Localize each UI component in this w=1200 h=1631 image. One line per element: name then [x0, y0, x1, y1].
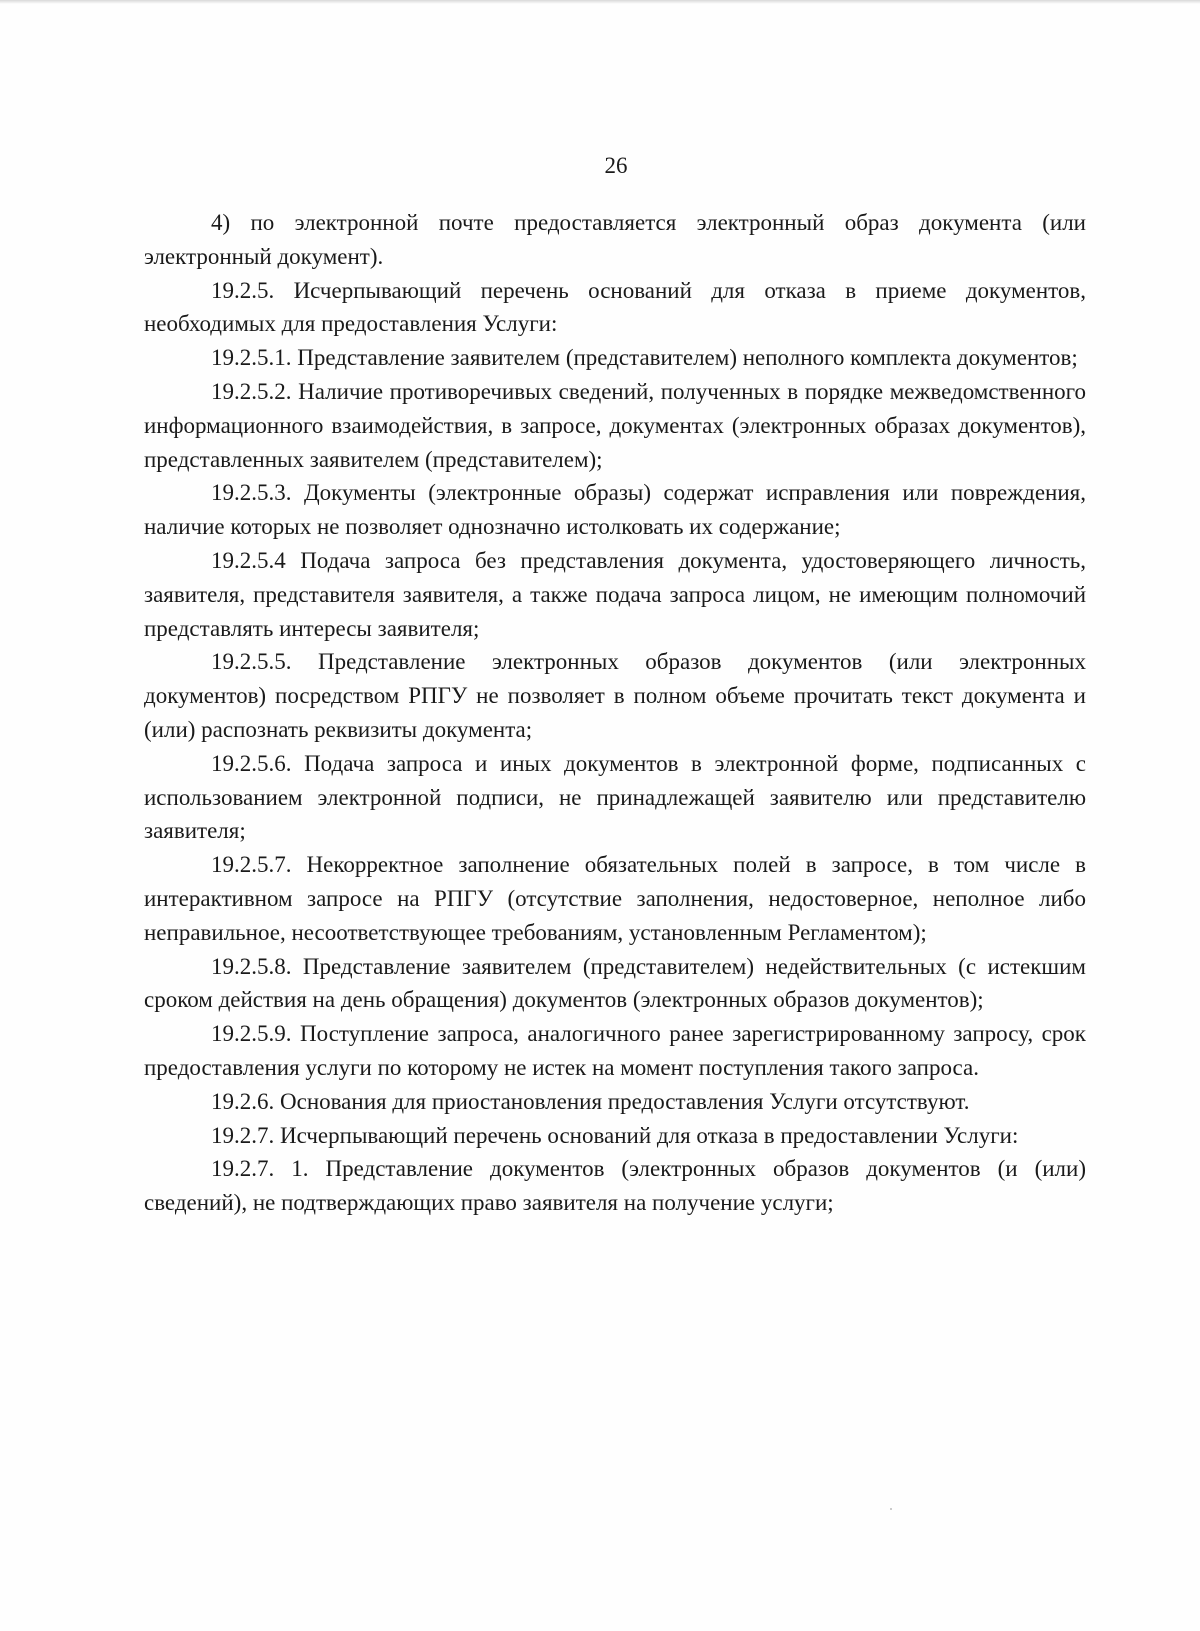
paragraph-19-2-7-1: 19.2.7. 1. Представление документов (электронных образов документов (и (или) сведений), не подтверждающих право заявителя на получение услуги;	[144, 1156, 1086, 1216]
paragraph-19-2-5-5: 19.2.5.5. Представление электронных образов документов (или электронных документов) посредством РПГУ не позволяет в полном объеме прочитать текст документа и (или) распознать реквизиты документа;	[144, 649, 1086, 742]
paragraph-19-2-5-8: 19.2.5.8. Представление заявителем (представителем) недействительных (с истекшим сроком действия на день обращения) документов (электронных образов документов);	[144, 953, 1086, 1013]
paragraph-19-2-5-6: 19.2.5.6. Подача запроса и иных документов в электронной форме, подписанных с использованием электронной подписи, не принадлежащей заявителю или представителю заявителя;	[144, 750, 1086, 844]
paragraph-19-2-5-9: 19.2.5.9. Поступление запроса, аналогичного ранее зарегистрированному запросу, срок предоставления услуги по которому не истек на момент поступления такого запроса.	[144, 1021, 1086, 1080]
paragraph-19-2-7: 19.2.7. Исчерпывающий перечень оснований для отказа в предоставлении Услуги:	[211, 1122, 1019, 1148]
scan-artifact	[890, 1508, 892, 1510]
paragraph-19-2-5-2: 19.2.5.2. Наличие противоречивых сведений, полученных в порядке межведомственного информационного взаимодействия, в запросе, документах (электронных образах документов), представленных заявителем (представителем);	[144, 378, 1086, 472]
paragraph-19-2-5-7: 19.2.5.7. Некорректное заполнение обязательных полей в запросе, в том числе в интерактивном запросе на РПГУ (отсутствие заполнения, недостоверное, неполное либо неправильное, несоответствующее требованиям, установленным Регламентом);	[144, 852, 1086, 945]
paragraph-19-2-5: 19.2.5. Исчерпывающий перечень оснований для отказа в приеме документов, необходимых для предоставления Услуги:	[144, 277, 1086, 337]
paragraph-19-2-6: 19.2.6. Основания для приостановления предоставления Услуги отсутствуют.	[211, 1088, 970, 1114]
paragraph-item-4-email: 4) по электронной почте предоставляется электронный образ документа (или электронный документ).	[144, 210, 1086, 269]
paragraph-19-2-5-1: 19.2.5.1. Представление заявителем (представителем) неполного комплекта документов;	[211, 345, 1078, 371]
paragraph-19-2-5-3: 19.2.5.3. Документы (электронные образы) содержат исправления или повреждения, наличие которых не позволяет однозначно истолковать их содержание;	[144, 480, 1086, 540]
paragraph-19-2-5-4: 19.2.5.4 Подача запроса без представления документа, удостоверяющего личность, заявителя, представителя заявителя, а также подача запроса лицом, не имеющим полномочий представлять интересы заявителя;	[144, 547, 1086, 641]
document-body	[144, 206, 1086, 1220]
page-number: 26	[604, 153, 628, 178]
scan-top-edge	[0, 0, 1200, 4]
